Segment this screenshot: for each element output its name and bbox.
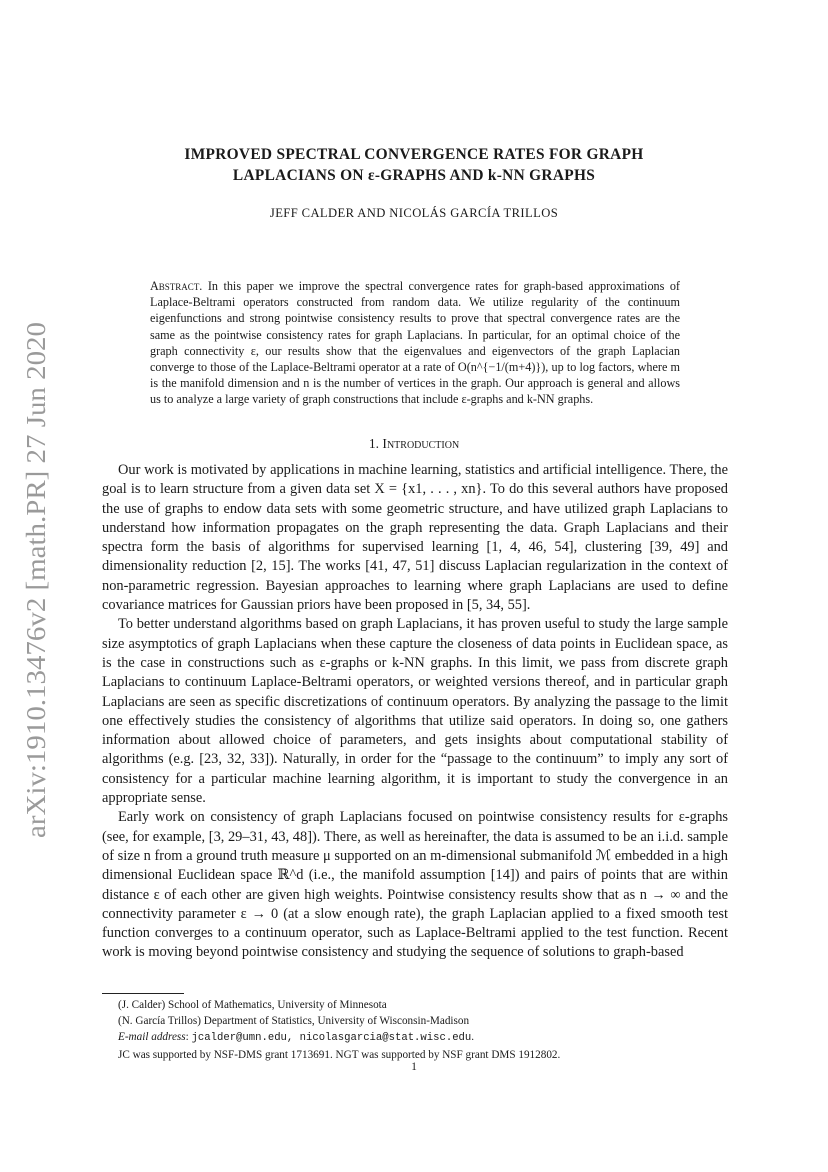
email-addresses: jcalder@umn.edu, nicolasgarcia@stat.wisc.edu xyxy=(191,1032,472,1045)
section-heading xyxy=(100,436,728,452)
footnotes xyxy=(118,997,728,1063)
footnote-email: E-mail address: jcalder@umn.edu, nicolasgarcia@stat.wisc.edu. xyxy=(118,1031,475,1045)
abstract-label: Abstract. xyxy=(150,279,203,293)
paper-title xyxy=(100,144,728,186)
arxiv-identifier: arXiv:1910.13476v2 [math.PR] 27 Jun 2020 xyxy=(20,347,51,838)
abstract xyxy=(150,278,680,408)
footnote-trillos: (N. García Trillos) Department of Statistics, University of Wisconsin-Madison xyxy=(118,1015,470,1028)
main-text xyxy=(102,461,728,963)
section-title: Introduction xyxy=(382,436,460,451)
author-list: JEFF CALDER AND NICOLÁS GARCÍA TRILLOS xyxy=(269,206,559,220)
email-label: E-mail address xyxy=(118,1031,186,1044)
section-number: 1. xyxy=(368,436,380,451)
abstract-text: In this paper we improve the spectral convergence rates for graph-based approximations of Laplace-Beltrami operators constructed from random data. We utilize regularity of the continuum eigenfunctions and strong pointwise consistency results to prove that spectral convergence rates are the same as the pointwise consistency rates for graph Laplacians. In particular, for an optimal choice of the graph connectivity ε, our results show that the eigenvalues and eigenvectors of the graph Laplacian converge to those of the Laplace-Beltrami operator at a rate of O(n^{−1/(m+4)}), up to log factors, where m is the manifold dimension and n is the number of vertices in the graph. Our approach is general and allows us to analyze a large variety of graph constructions that include ε-graphs and k-NN graphs. xyxy=(150,279,680,407)
title-line-1: IMPROVED SPECTRAL CONVERGENCE RATES FOR GRAPH xyxy=(184,146,644,163)
title-line-2: LAPLACIANS ON ε-GRAPHS AND k-NN GRAPHS xyxy=(232,167,596,184)
footnote-rule xyxy=(102,993,184,994)
footnote-calder: (J. Calder) School of Mathematics, University of Minnesota xyxy=(118,999,387,1011)
paragraph-1: Our work is motivated by applications in machine learning, statistics and artificial intelligence. There, the goal is to learn structure from a given data set X = {x1, . . . , xn}. To do this several authors have proposed the use of graphs to endow data sets with some geometric structure, and have utilized graph Laplacians to understand how information propagates on the graph representing the data. Graph Laplacians and their spectra form the basis of algorithms for supervised learning [1, 4, 46, 54], clustering [39, 49] and dimensionality reduction [2, 15]. The works [41, 47, 51] discuss Laplacian regularization in the context of non-parametric regression. Bayesian approaches to learning where graph Laplacians are used to define covariance matrices for Gaussian priors have been proposed in [5, 34, 55]. xyxy=(102,462,728,614)
paragraph-2: To better understand algorithms based on graph Laplacians, it has proven useful to study the large sample size asymptotics of graph Laplacians when these capture the closeness of data points in Euclidean space, as is the case in constructions such as ε-graphs or k-NN graphs. In this limit, we pass from discrete graph Laplacians to continuum Laplace-Beltrami operators, or weighted versions thereof, and in particular graph Laplacians are seen as specific discretizations of continuum operators. By analyzing the passage to the limit one effectively studies the consistency of algorithms that utilize said operators. In doing so, one gathers information about allowed choice of parameters, and gets insights about computational stability of algorithms (e.g. [23, 32, 33]). Naturally, in order for the “passage to the continuum” to imply any sort of consistency for a particular machine learning algorithm, it is important to study the convergence in an appropriate sense. xyxy=(102,616,728,807)
paragraph-3: Early work on consistency of graph Laplacians focused on pointwise consistency results for ε-graphs (see, for example, [3, 29–31, 43, 48]). There, as well as hereinafter, the data is assumed to be an i.i.d. sample of size n from a ground truth measure μ supported on an m-dimensional submanifold ℳ embedded in a high dimensional Euclidean space ℝ^d (i.e., the manifold assumption [14]) and pairs of points that are within distance ε of each other are given high weights. Pointwise consistency results show that as n → ∞ and the connectivity parameter ε → 0 (at a slow enough rate), the graph Laplacian applied to a fixed smooth test function converges to a continuum operator, such as Laplace-Beltrami applied to the test function. Recent work is moving beyond pointwise consistency and studying the sequence of solutions to graph-based xyxy=(102,809,728,961)
arxiv-stamp xyxy=(14,320,54,840)
footnote-funding: JC was supported by NSF-DMS grant 1713691. NGT was supported by NSF grant DMS 1912802. xyxy=(118,1048,561,1061)
page-number: 1 xyxy=(411,1061,417,1073)
